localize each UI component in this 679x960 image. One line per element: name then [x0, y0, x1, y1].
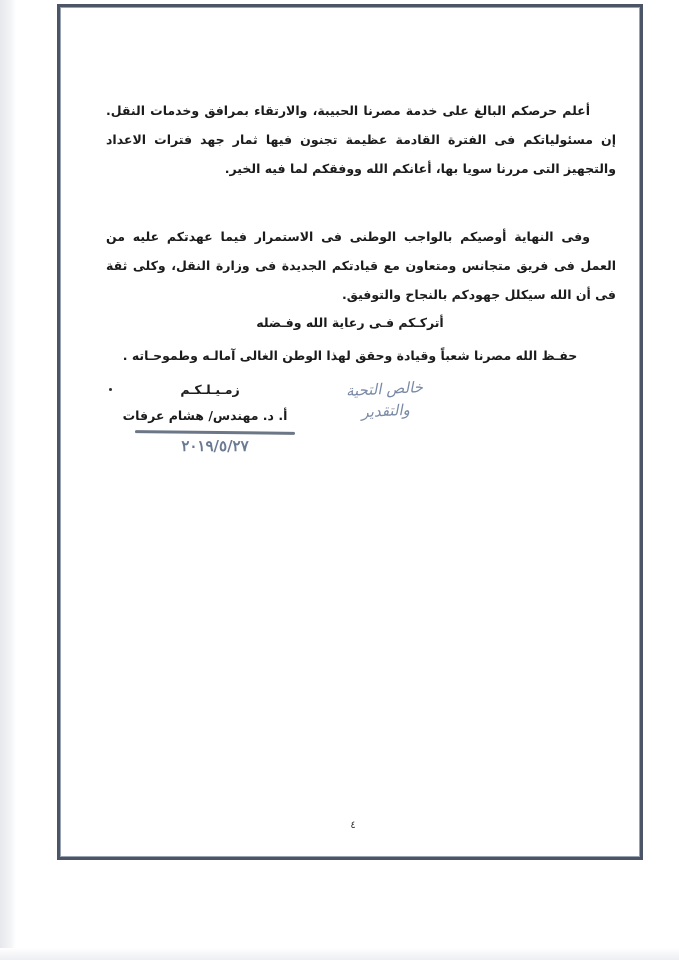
- margin-dot: [109, 388, 112, 391]
- colleague-label: زمـيـلـكـم: [180, 382, 240, 397]
- handwritten-note: [329, 375, 441, 425]
- paper-bottom-edge: [0, 948, 679, 960]
- closing-blessing: أتركـكم فـى رعاية الله وفـضله: [256, 315, 444, 330]
- paper-left-edge: [0, 0, 16, 960]
- handwritten-date: ٢٠١٩/٥/٢٧: [181, 437, 249, 455]
- signatory-name: أ. د. مهندس/ هشام عرفات: [122, 408, 288, 423]
- paragraph-2-text: وفى النهاية أوصيكم بالواجب الوطنى فى الاستمرار فيما عهدتكم عليه من العمل فى فريق متجانس ومتعاون مع قيادتكم الجديدة فى وزارة النقل، وكلى ثقة فى أن الله سيكلل جهودكم بالنجاح والتوفيق.: [106, 229, 616, 302]
- paragraph-1-text: أعلم حرصكم البالغ على خدمة مصرنا الحبيبة، والارتقاء بمرافق وخدمات النقل. إن مسئولياتكم فى الفترة القادمة عظيمة تجنون فيها ثمار جهد فترات الاعداد والتجهيز التى مررنا سويا بها، أعانكم الله ووفقكم لما فيه الخير.: [106, 103, 616, 176]
- paragraph-2: [106, 222, 616, 309]
- paragraph-1: [106, 96, 616, 183]
- closing-prayer: حفـظ الله مصرنا شعباً وقيادة وحقق لهذا الوطن الغالى آمالـه وطموحـاته .: [122, 348, 578, 363]
- handwritten-note-line-1: خالص التحية: [345, 378, 424, 401]
- page-number: ٤: [350, 820, 356, 831]
- handwritten-note-line-2: والتقدير: [360, 400, 411, 422]
